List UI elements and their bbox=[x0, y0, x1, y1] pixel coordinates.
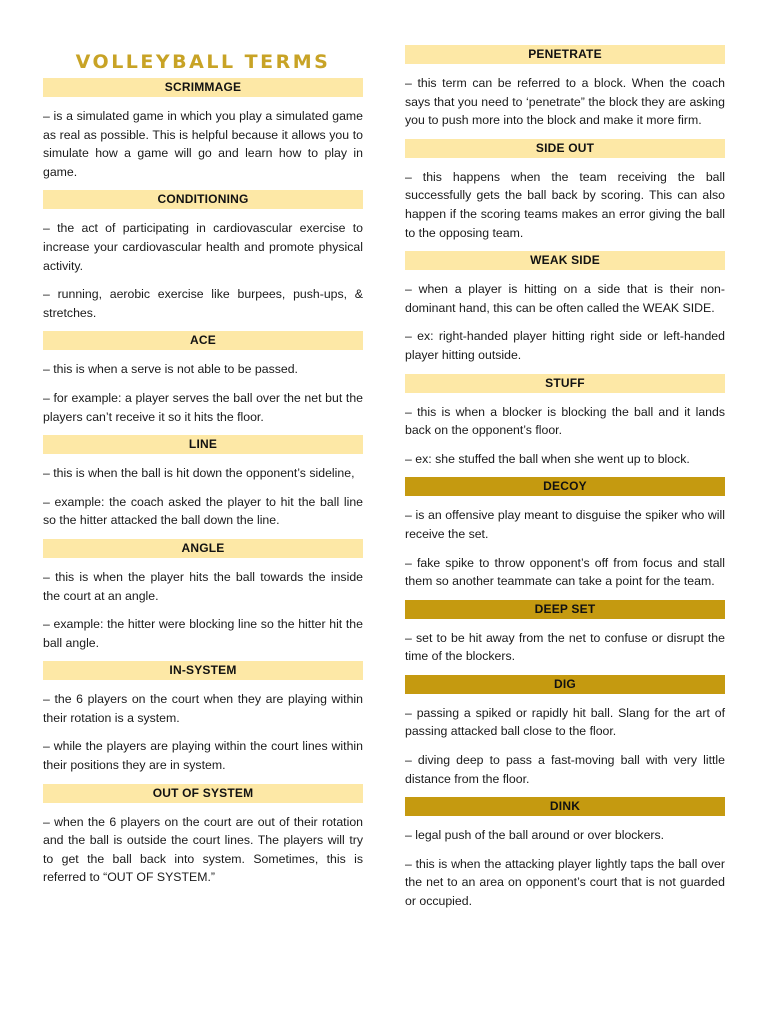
term-header: DIG bbox=[405, 675, 725, 694]
term-definition: – this is when a serve is not able to be passed. bbox=[43, 362, 298, 377]
term-dink bbox=[405, 797, 725, 910]
term-conditioning bbox=[43, 190, 363, 322]
term-definition: – running, aerobic exercise like burpees, push-ups, & stretches. bbox=[43, 287, 363, 320]
term-line bbox=[43, 435, 363, 530]
term-header: LINE bbox=[43, 435, 363, 454]
term-definition: – fake spike to throw opponent’s off from focus and stall them so another teammate can take a point for the team. bbox=[405, 555, 725, 589]
term-stuff bbox=[405, 374, 725, 469]
term-header: CONDITIONING bbox=[43, 190, 363, 209]
term-header: DECOY bbox=[405, 477, 725, 496]
term-definition: – this is when the ball is hit down the opponent’s sideline, bbox=[43, 466, 355, 481]
left-terms-list bbox=[43, 78, 363, 887]
term-definition: – is an offensive play meant to disguise the spiker who will receive the set. bbox=[405, 508, 725, 541]
term-header: OUT OF SYSTEM bbox=[43, 784, 363, 803]
term-side-out bbox=[405, 139, 725, 242]
term-definition: – example: the coach asked the player to hit the ball line so the hitter attacked the ball down the line. bbox=[43, 494, 363, 528]
right-terms-list bbox=[405, 45, 725, 911]
left-column bbox=[43, 0, 363, 896]
term-definition: – for example: a player serves the ball over the net but the players can’t receive it so it hits the floor. bbox=[43, 390, 363, 424]
right-column bbox=[405, 0, 725, 920]
term-header: SIDE OUT bbox=[405, 139, 725, 158]
term-scrimmage bbox=[43, 78, 363, 181]
term-header: WEAK SIDE bbox=[405, 251, 725, 270]
term-header: DEEP SET bbox=[405, 600, 725, 619]
term-dig bbox=[405, 675, 725, 788]
term-definition: – set to be hit away from the net to confuse or disrupt the time of the blockers. bbox=[405, 630, 725, 664]
term-header: ANGLE bbox=[43, 539, 363, 558]
term-definition: – this happens when the team receiving the ball successfully gets the ball back by scoring. This can also happen if the scoring teams makes an error giving the ball to the opposing team. bbox=[405, 169, 725, 240]
term-definition: – the act of participating in cardiovascular exercise to increase your cardiovascular health and promote physical activity. bbox=[43, 221, 363, 273]
term-definition: – example: the hitter were blocking line so the hitter hit the ball angle. bbox=[43, 617, 363, 650]
term-penetrate bbox=[405, 45, 725, 130]
term-header: ACE bbox=[43, 331, 363, 350]
term-in-system bbox=[43, 661, 363, 774]
term-header: STUFF bbox=[405, 374, 725, 393]
right-column-top-spacer bbox=[405, 0, 725, 45]
term-definition: – ex: right-handed player hitting right side or left-handed player hitting outside. bbox=[405, 329, 725, 362]
term-definition: – ex: she stuffed the ball when she went up to block. bbox=[405, 451, 690, 466]
term-ace bbox=[43, 331, 363, 426]
term-definition: – legal push of the ball around or over blockers. bbox=[405, 828, 665, 843]
term-definition: – this is when the player hits the ball towards the inside the court at an angle. bbox=[43, 569, 363, 603]
term-definition: – the 6 players on the court when they are playing within their rotation is a system. bbox=[43, 692, 363, 725]
term-definition: – is a simulated game in which you play a simulated game as real as possible. This is helpful because it allows you to simulate how a game will go and learn how to play in game. bbox=[43, 109, 363, 179]
term-definition: – diving deep to pass a fast-moving ball with very little distance from the floor. bbox=[405, 753, 725, 786]
term-definition: – when the 6 players on the court are out of their rotation and the ball is outside the court lines. The players will try to get the ball back into system. Sometimes, this is referred to “OUT OF SYSTEM.” bbox=[43, 814, 363, 885]
term-definition: – this is when the attacking player lightly taps the ball over the net to an area on opponent’s court that is not guarded or occupied. bbox=[405, 856, 725, 909]
term-definition: – while the players are playing within the court lines within their positions they are in system. bbox=[43, 739, 363, 773]
page-title: VOLLEYBALL TERMS bbox=[75, 51, 331, 73]
term-out-of-system bbox=[43, 784, 363, 887]
term-header: SCRIMMAGE bbox=[43, 78, 363, 97]
term-angle bbox=[43, 539, 363, 652]
term-header: DINK bbox=[405, 797, 725, 816]
term-weak-side bbox=[405, 251, 725, 364]
term-header: IN-SYSTEM bbox=[43, 661, 363, 680]
term-decoy bbox=[405, 477, 725, 590]
term-definition: – passing a spiked or rapidly hit ball. Slang for the art of passing attacked ball close to the floor. bbox=[405, 705, 725, 739]
term-definition: – when a player is hitting on a side that is their non-dominant hand, this can be often called the WEAK SIDE. bbox=[405, 282, 725, 315]
term-header: PENETRATE bbox=[405, 45, 725, 64]
term-deep-set bbox=[405, 600, 725, 666]
term-definition: – this term can be referred to a block. When the coach says that you need to ‘penetrate” the block they are asking you to push more into the block and make it more firm. bbox=[405, 76, 725, 128]
term-definition: – this is when a blocker is blocking the ball and it lands back on the opponent’s floor. bbox=[405, 404, 725, 438]
